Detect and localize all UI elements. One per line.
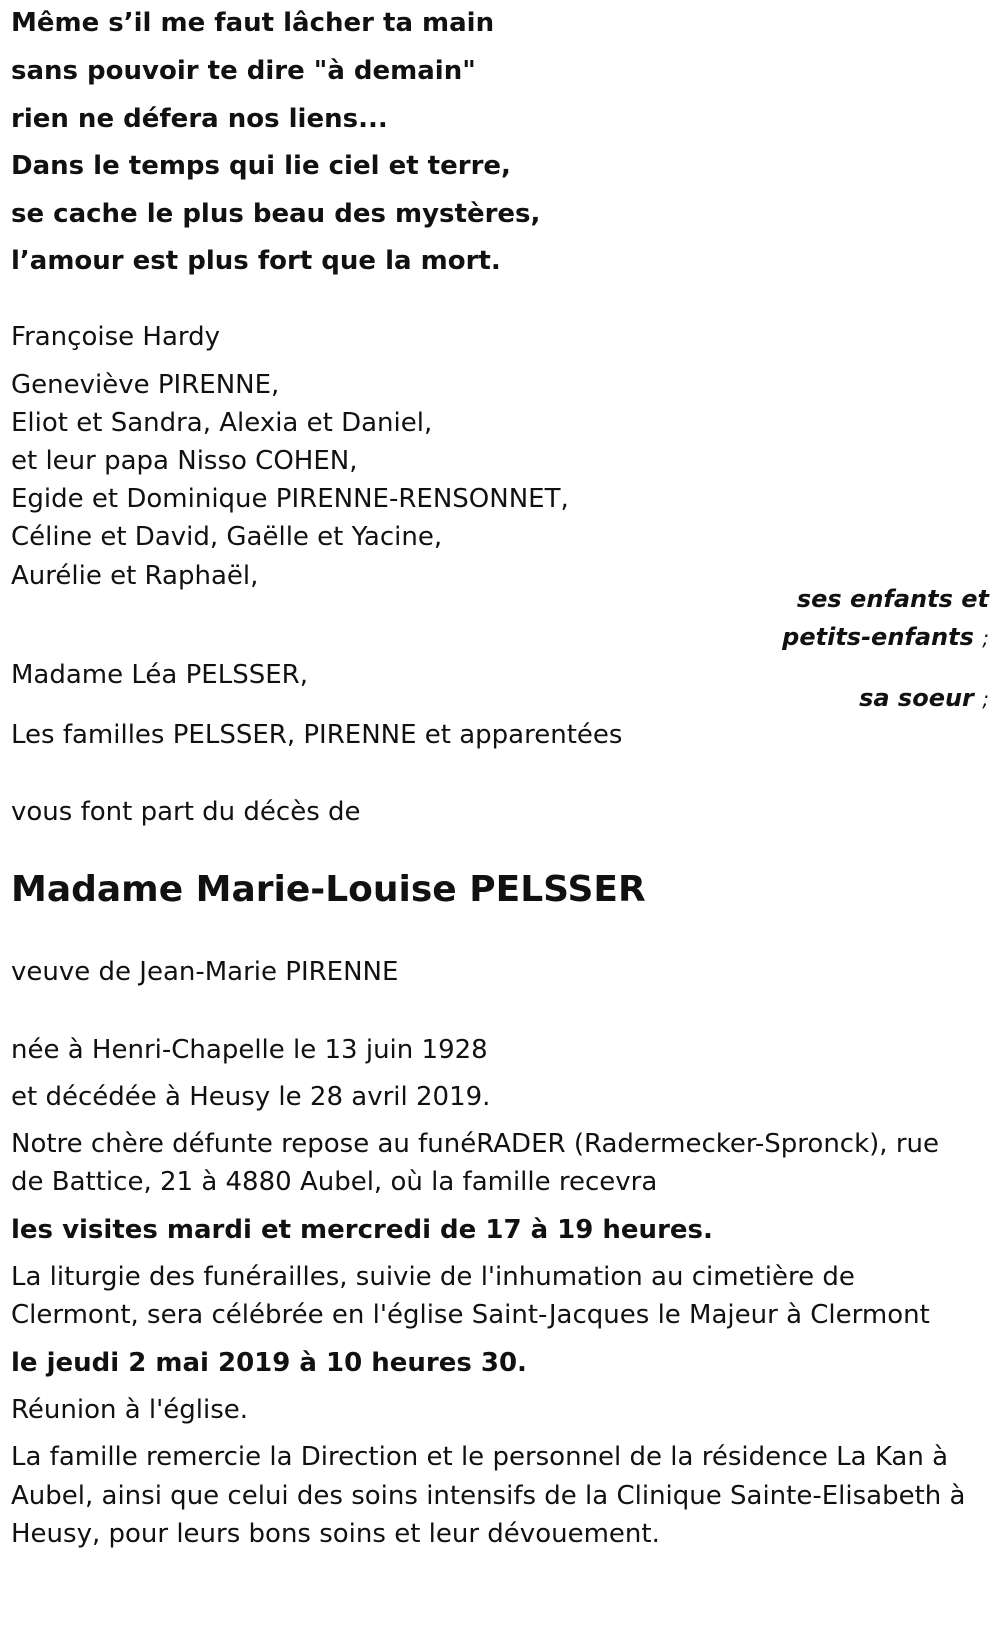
death-line: et décédée à Heusy le 28 avril 2019.: [11, 1082, 491, 1112]
repose-line: Notre chère défunte repose au funéRADER (Radermecker-Spronck), rue: [11, 1129, 939, 1159]
repose-line: de Battice, 21 à 4880 Aubel, où la famille recevra: [11, 1167, 658, 1197]
ceremony-date: le jeudi 2 mai 2019 à 10 heures 30.: [11, 1348, 527, 1378]
announce-line: vous font part du décès de: [11, 797, 361, 827]
liturgy-line: La liturgie des funérailles, suivie de l'inhumation au cimetière de: [11, 1262, 855, 1292]
family-member: Geneviève PIRENNE,: [11, 370, 280, 400]
family-member: et leur papa Nisso COHEN,: [11, 446, 358, 476]
sister-name: Madame Léa PELSSER,: [11, 660, 308, 690]
liturgy-line: Clermont, sera célébrée en l'église Saint-Jacques le Majeur à Clermont: [11, 1300, 930, 1330]
thanks-line: La famille remercie la Direction et le personnel de la résidence La Kan à: [11, 1442, 949, 1472]
family-member: Egide et Dominique PIRENNE-RENSONNET,: [11, 484, 569, 514]
poem-line: Dans le temps qui lie ciel et terre,: [11, 151, 511, 181]
visits-line: les visites mardi et mercredi de 17 à 19 heures.: [11, 1215, 713, 1245]
poem-line: sans pouvoir te dire "à demain": [11, 56, 476, 86]
grandchildren-role: petits-enfants ;: [782, 623, 989, 651]
poem-line: se cache le plus beau des mystères,: [11, 199, 541, 229]
thanks-line: Aubel, ainsi que celui des soins intensifs de la Clinique Sainte-Elisabeth à: [11, 1481, 966, 1511]
deceased-name: Madame Marie-Louise PELSSER: [11, 869, 646, 910]
family-member: Aurélie et Raphaël,: [11, 561, 259, 591]
poem-line: l’amour est plus fort que la mort.: [11, 246, 501, 276]
family-member: Céline et David, Gaëlle et Yacine,: [11, 522, 443, 552]
widow-of: veuve de Jean-Marie PIRENNE: [11, 957, 399, 987]
poem-line: rien ne défera nos liens...: [11, 104, 388, 134]
poem-author: Françoise Hardy: [11, 322, 221, 352]
families-line: Les familles PELSSER, PIRENNE et apparentées: [11, 720, 623, 750]
children-role: ses enfants et: [796, 585, 989, 613]
meeting-line: Réunion à l'église.: [11, 1395, 249, 1425]
sister-role: sa soeur ;: [859, 684, 989, 712]
poem-line: Même s’il me faut lâcher ta main: [11, 8, 495, 38]
birth-line: née à Henri-Chapelle le 13 juin 1928: [11, 1035, 488, 1065]
thanks-line: Heusy, pour leurs bons soins et leur dévouement.: [11, 1519, 660, 1549]
family-member: Eliot et Sandra, Alexia et Daniel,: [11, 408, 433, 438]
